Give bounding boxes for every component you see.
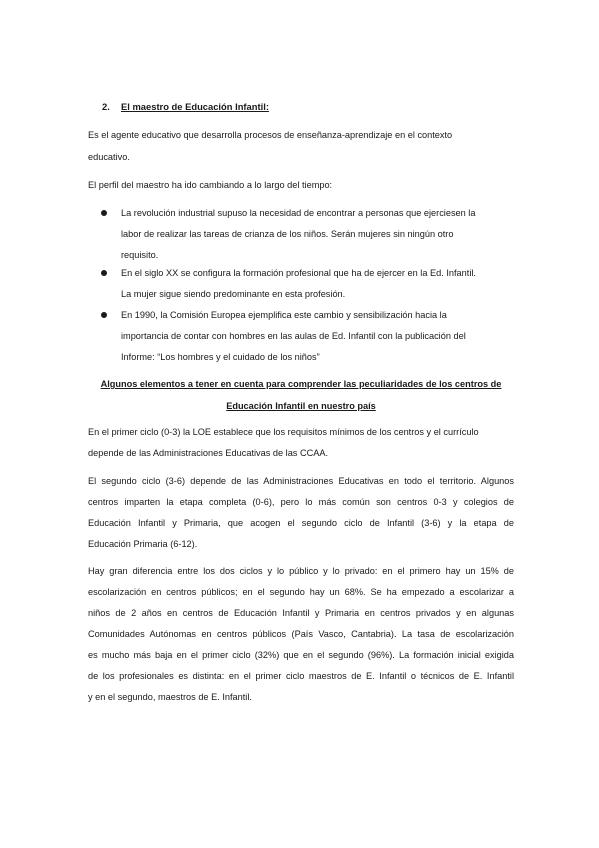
section-p3-line-6: de los profesionales es distinta: en el primer ciclo maestros de E. Infantil o técnicos de E. Infantil	[88, 671, 514, 681]
section-heading-line-2: Educación Infantil en nuestro país	[226, 401, 376, 411]
section-p2-line-1: El segundo ciclo (3-6) depende de las Administraciones Educativas en todo el territorio. Algunos	[88, 476, 514, 486]
section-p2-line-4: Educación Primaria (6-12).	[88, 539, 198, 549]
bullet-marker-3	[101, 312, 107, 318]
bullet-1-line-3: requisito.	[121, 250, 159, 260]
bullet-2-line-2: La mujer sigue siendo predominante en esta profesión.	[121, 289, 346, 299]
section-heading-line-1: Algunos elementos a tener en cuenta para comprender las peculiaridades de los centros de	[100, 379, 502, 389]
section-p3-line-4: Comunidades Autónomas en centros públicos (País Vasco, Cantabria). La tasa de escolarización	[88, 629, 514, 639]
section-p2-line-2: centros imparten la etapa completa (0-6), pero lo más común son centros 0-3 y colegios de	[88, 497, 514, 507]
section-p2-line-3: Educación Infantil y Primaria, que acogen el segundo ciclo de Infantil (3-6) y la etapa de	[88, 518, 514, 528]
section-p1-line-1: En el primer ciclo (0-3) la LOE establece que los requisitos mínimos de los centros y el currículo	[88, 427, 479, 437]
bullet-1-line-2: labor de realizar las tareas de crianza de los niños. Serán mujeres sin ningún otro	[121, 229, 454, 239]
bullet-marker-2	[101, 270, 107, 276]
section-p1-line-2: depende de las Administraciones Educativas de las CCAA.	[88, 448, 329, 458]
section-p3-line-2: escolarización en centros públicos; en el segundo hay un 68%. Se ha empezado a escolarizar a	[88, 587, 514, 597]
intro-line-1: Es el agente educativo que desarrolla procesos de enseñanza-aprendizaje en el contexto	[88, 130, 453, 140]
section-p3-line-5: es mucho más baja en el primer ciclo (32%) que en el segundo (96%). La formación inicial exigida	[88, 650, 514, 660]
bullet-2-line-1: En el siglo XX se configura la formación profesional que ha de ejercer en la Ed. Infantil.	[121, 268, 476, 278]
bullet-3-line-2: importancia de contar con hombres en las aulas de Ed. Infantil con la publicación del	[121, 331, 466, 341]
section-p3-line-3: niños de 2 años en centros de Educación Infantil y Primaria en centros privados y en algunas	[88, 608, 514, 618]
bullet-3-line-1: En 1990, la Comisión Europea ejemplifica este cambio y sensibilización hacia la	[121, 310, 447, 320]
bullet-1-line-1: La revolución industrial supuso la necesidad de encontrar a personas que ejerciesen la	[121, 208, 476, 218]
section-p3-line-7: y en el segundo, maestros de E. Infantil.	[88, 692, 252, 702]
section-p3-line-1: Hay gran diferencia entre los dos ciclos y lo público y lo privado: en el primero hay un 15% de	[88, 566, 514, 576]
intro-line-3: El perfil del maestro ha ido cambiando a lo largo del tiempo:	[88, 180, 333, 190]
heading-title: El maestro de Educación Infantil:	[121, 101, 269, 112]
heading-number: 2.	[102, 101, 110, 112]
bullet-3-line-3: Informe: “Los hombres y el cuidado de los niños”	[121, 352, 320, 362]
intro-line-2: educativo.	[88, 152, 130, 162]
bullet-marker-1	[101, 210, 107, 216]
